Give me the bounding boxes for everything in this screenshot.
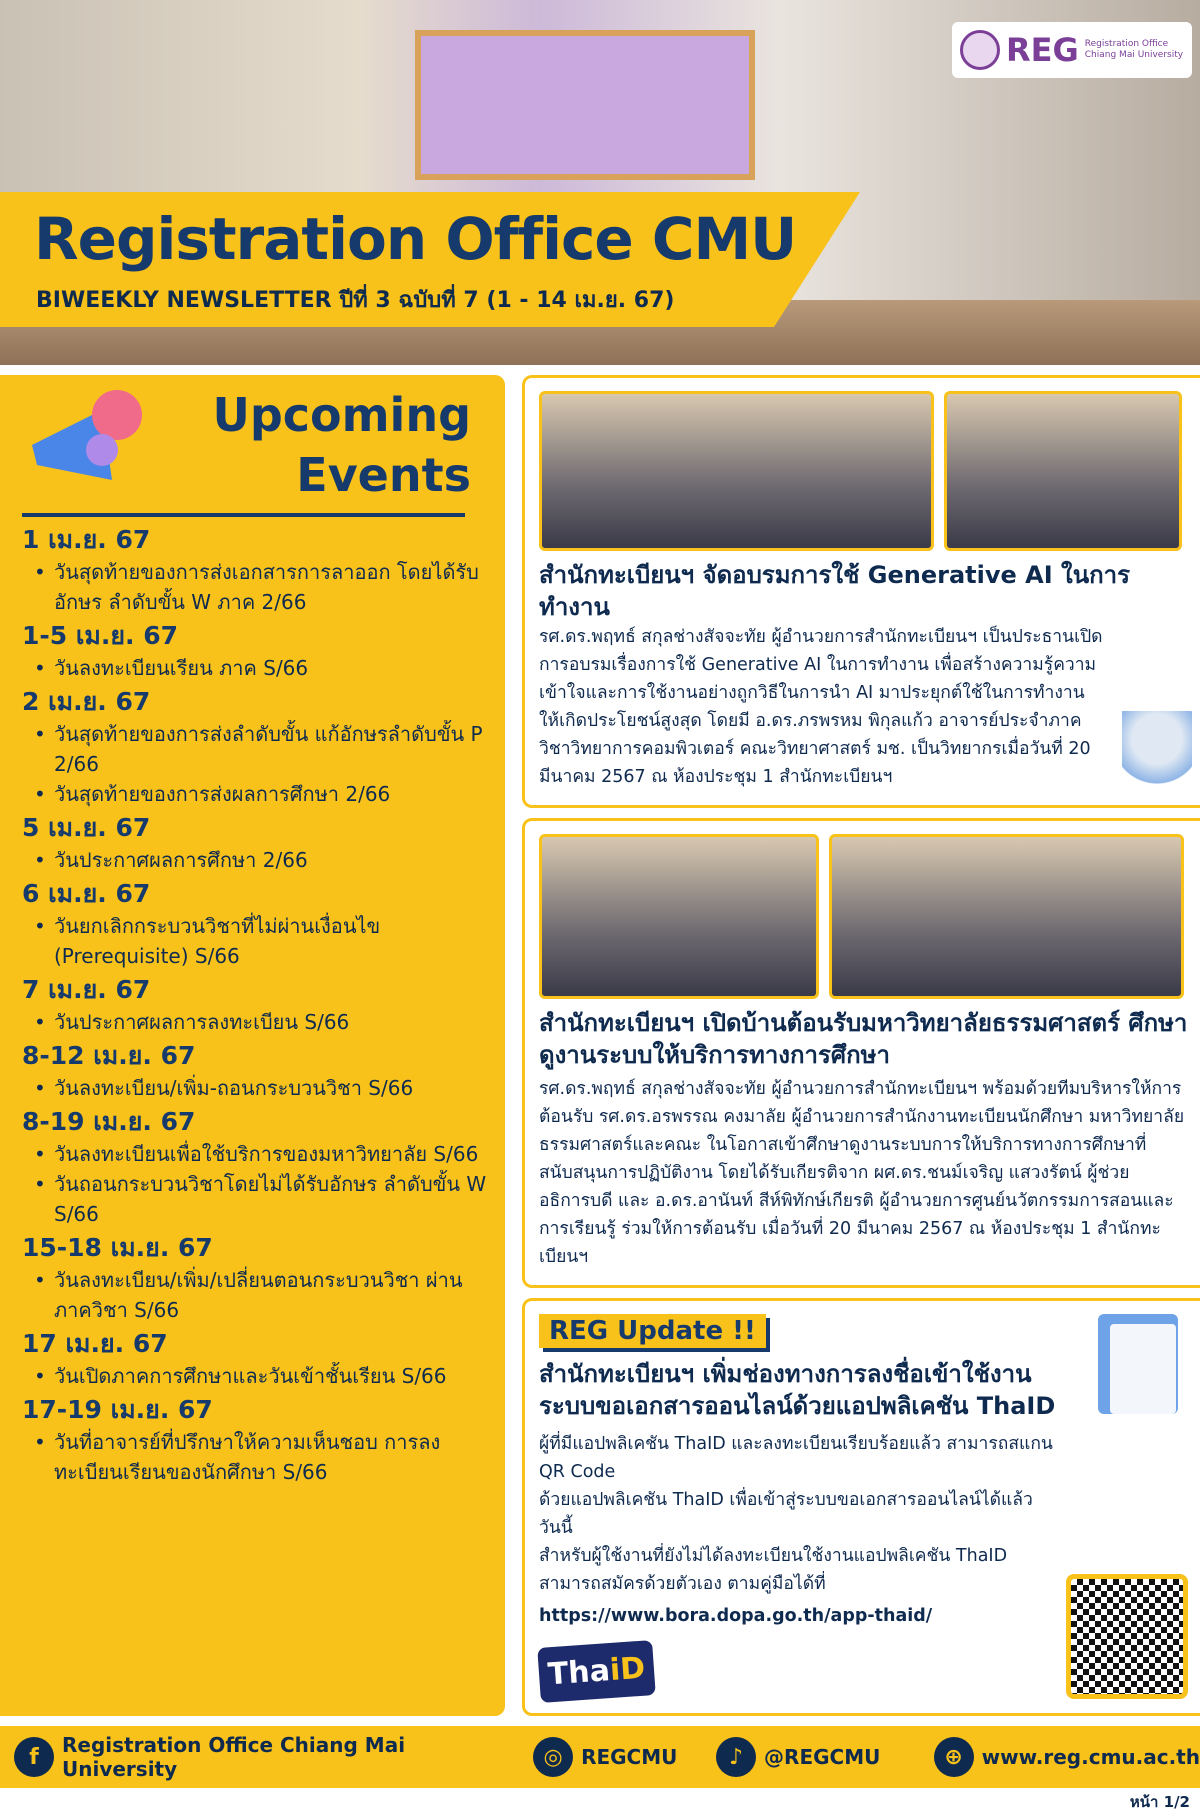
tiktok-icon: ♪: [716, 1737, 756, 1777]
event-date: 8-19 เม.ย. 67: [22, 1107, 196, 1136]
megaphone-icon: [22, 385, 152, 505]
event-date: 8-12 เม.ย. 67: [22, 1041, 196, 1070]
website-link[interactable]: [934, 1737, 1200, 1777]
event-item: • วันลงทะเบียนเรียน ภาค S/66: [22, 653, 491, 683]
events-heading: Upcoming: [212, 388, 471, 442]
logo-sub: Registration Office: [1084, 39, 1169, 49]
issue-subtitle: BIWEEKLY NEWSLETTER ปีที่ 3 ฉบับที่ 7 (1 - 14 เม.ย. 67): [36, 288, 675, 313]
event-date: 2 เม.ย. 67: [22, 687, 151, 716]
logo-text: REG: [1006, 31, 1079, 69]
event-item: • วันสุดท้ายของการส่งเอกสารการลาออก โดยได้รับอักษร ลำดับขั้น W ภาค 2/66: [22, 557, 491, 617]
footer: [0, 1726, 1200, 1788]
event-date: 6 เม.ย. 67: [22, 879, 151, 908]
update-body: ด้วยแอปพลิเคชัน ThaID เพื่อเข้าสู่ระบบขอเอกสารออนไลน์ได้แล้ววันนี้: [539, 1490, 1033, 1538]
event-date: 15-18 เม.ย. 67: [22, 1233, 213, 1262]
reg-update-card: [522, 1298, 1200, 1716]
event-item: • วันเปิดภาคการศึกษาและวันเข้าชั้นเรียน S/66: [22, 1361, 491, 1391]
globe-icon: ⊕: [934, 1737, 974, 1777]
thaid-logo: [537, 1640, 656, 1703]
header: [0, 0, 1200, 365]
office-wall-image: [415, 30, 755, 180]
event-item: • วันลงทะเบียนเพื่อใช้บริการของมหาวิทยาลัย S/66: [22, 1139, 491, 1169]
facebook-icon: f: [14, 1737, 54, 1777]
instagram-icon: ◎: [533, 1737, 573, 1777]
news-body: รศ.ดร.พฤทธ์ สกุลช่างสัจจะทัย ผู้อำนวยการสำนักทะเบียนฯ พร้อมด้วยทีมบริหารให้การต้อนรับ รศ.ดร.อรพรรณ คงมาลัย ผู้อำนวยการสำนักงานทะเบียนนักศึกษา มหาวิทยาลัยธรรมศาสตร์และคณะ ในโอกาสเข้าศึกษาดูงานระบบการให้บริการทางการศึกษาที่สนับสนุนการปฏิบัติงาน โดยได้รับเกียรติจาก ผศ.ดร.ชนม์เจริญ แสวงรัตน์ ผู้ช่วยอธิการบดี และ อ.ดร.อานันท์ สีห์พิทักษ์เกียรติ ผู้อำนวยการศูนย์นวัตกรรมการสอนและการเรียนรู้ ร่วมให้การต้อนรับ เมื่อวันที่ 20 มีนาคม 2567 ณ ห้องประชุม 1 สำนักทะเบียนฯ: [539, 1079, 1185, 1267]
event-item: • วันประกาศผลการศึกษา 2/66: [22, 845, 491, 875]
document-icon: [1098, 1314, 1178, 1414]
tiktok-link[interactable]: [716, 1737, 924, 1777]
event-item: • วันสุดท้ายของการส่งผลการศึกษา 2/66: [22, 779, 491, 809]
update-body: ผู้ที่มีแอปพลิเคชัน ThaID และลงทะเบียนเรียบร้อยแล้ว สามารถสแกน QR Code: [539, 1434, 1053, 1482]
event-date: 5 เม.ย. 67: [22, 813, 151, 842]
news-card-thammasat-visit: [522, 818, 1200, 1288]
event-date: 1-5 เม.ย. 67: [22, 621, 179, 650]
reg-logo: [952, 22, 1192, 78]
event-item: • วันลงทะเบียน/เพิ่ม-ถอนกระบวนวิชา S/66: [22, 1073, 491, 1103]
event-date: 1 เม.ย. 67: [22, 525, 151, 554]
event-item: • วันลงทะเบียน/เพิ่ม/เปลี่ยนตอนกระบวนวิชา ผ่านภาควิชา S/66: [22, 1265, 491, 1325]
news-body: รศ.ดร.พฤทธ์ สกุลช่างสัจจะทัย ผู้อำนวยการสำนักทะเบียนฯ เป็นประธานเปิดการอบรมเรื่องการใช้ Generative AI ในการทำงาน เพื่อสร้างความรู้ความเข้าใจและการใช้งานอย่างถูกวิธีในการนำ AI มาประยุกต์ใช้ในการทำงานให้เกิดประโยชน์สูงสุด โดยมี อ.ดร.ภรพรหม พิกุลแก้ว อาจารย์ประจำภาควิชาวิทยาการคอมพิวเตอร์ คณะวิทยาศาสตร์ มช. เป็นวิทยากรเมื่อวันที่ 20 มีนาคม 2567 ณ ห้องประชุม 1 สำนักทะเบียนฯ: [539, 627, 1103, 787]
update-body: สำหรับผู้ใช้งานที่ยังไม่ได้ลงทะเบียนใช้งานแอปพลิเคชัน ThaID: [539, 1546, 1008, 1566]
website-label: www.reg.cmu.ac.th: [981, 1745, 1200, 1769]
facebook-label: Registration Office Chiang Mai University: [62, 1733, 406, 1781]
event-item: • วันยกเลิกกระบวนวิชาที่ไม่ผ่านเงื่อนไข (Prerequisite) S/66: [22, 911, 491, 971]
news-title: สำนักทะเบียนฯ เปิดบ้านต้อนรับมหาวิทยาลัยธรรมศาสตร์ ศึกษาดูงานระบบให้บริการทางการศึกษา: [539, 1009, 1188, 1069]
page-number: หน้า 1/2: [1129, 1793, 1190, 1811]
instagram-link[interactable]: [533, 1737, 706, 1777]
event-date: 17-19 เม.ย. 67: [22, 1395, 213, 1424]
event-item: • วันประกาศผลการลงทะเบียน S/66: [22, 1007, 491, 1037]
training-photo: [944, 391, 1182, 551]
update-title: สำนักทะเบียนฯ เพิ่มช่องทางการลงชื่อเข้าใช้งาน ระบบขอเอกสารออนไลน์ด้วยแอปพลิเคชัน ThaID: [539, 1360, 1056, 1420]
instagram-label: REGCMU: [581, 1745, 678, 1769]
news-card-ai-training: [522, 375, 1200, 808]
tiktok-label: @REGCMU: [764, 1745, 881, 1769]
robot-icon: [1122, 711, 1192, 791]
event-date: 7 เม.ย. 67: [22, 975, 151, 1004]
logo-text: Tha: [546, 1652, 612, 1692]
cmu-seal-icon: [960, 30, 1000, 70]
events-list: [22, 523, 491, 1487]
facebook-link[interactable]: [14, 1733, 523, 1781]
group-photo: [539, 391, 934, 551]
divider: [22, 513, 465, 517]
event-date: 17 เม.ย. 67: [22, 1329, 168, 1358]
qr-code[interactable]: [1066, 1574, 1188, 1699]
thaid-link[interactable]: https://www.bora.dopa.go.th/app-thaid/: [539, 1606, 933, 1626]
page-title: Registration Office CMU: [34, 205, 797, 273]
upcoming-events-panel: [0, 375, 505, 1716]
logo-sub: Chiang Mai University: [1084, 50, 1184, 60]
group-photo: [829, 834, 1184, 999]
logo-text: iD: [608, 1650, 647, 1688]
event-item: • วันสุดท้ายของการส่งลำดับขั้น แก้อักษรลำดับขั้น P 2/66: [22, 719, 491, 779]
events-heading: Events: [296, 448, 471, 502]
update-body: สามารถสมัครด้วยตัวเอง ตามคู่มือได้ที่: [539, 1574, 826, 1594]
event-item: • วันถอนกระบวนวิชาโดยไม่ได้รับอักษร ลำดับขั้น W S/66: [22, 1169, 491, 1229]
meeting-photo: [539, 834, 819, 999]
reg-update-badge: REG Update !!: [539, 1314, 766, 1348]
event-item: • วันที่อาจารย์ที่ปรึกษาให้ความเห็นชอบ การลงทะเบียนเรียนของนักศึกษา S/66: [22, 1427, 491, 1487]
news-title: สำนักทะเบียนฯ จัดอบรมการใช้ Generative AI ในการทำงาน: [539, 561, 1131, 621]
